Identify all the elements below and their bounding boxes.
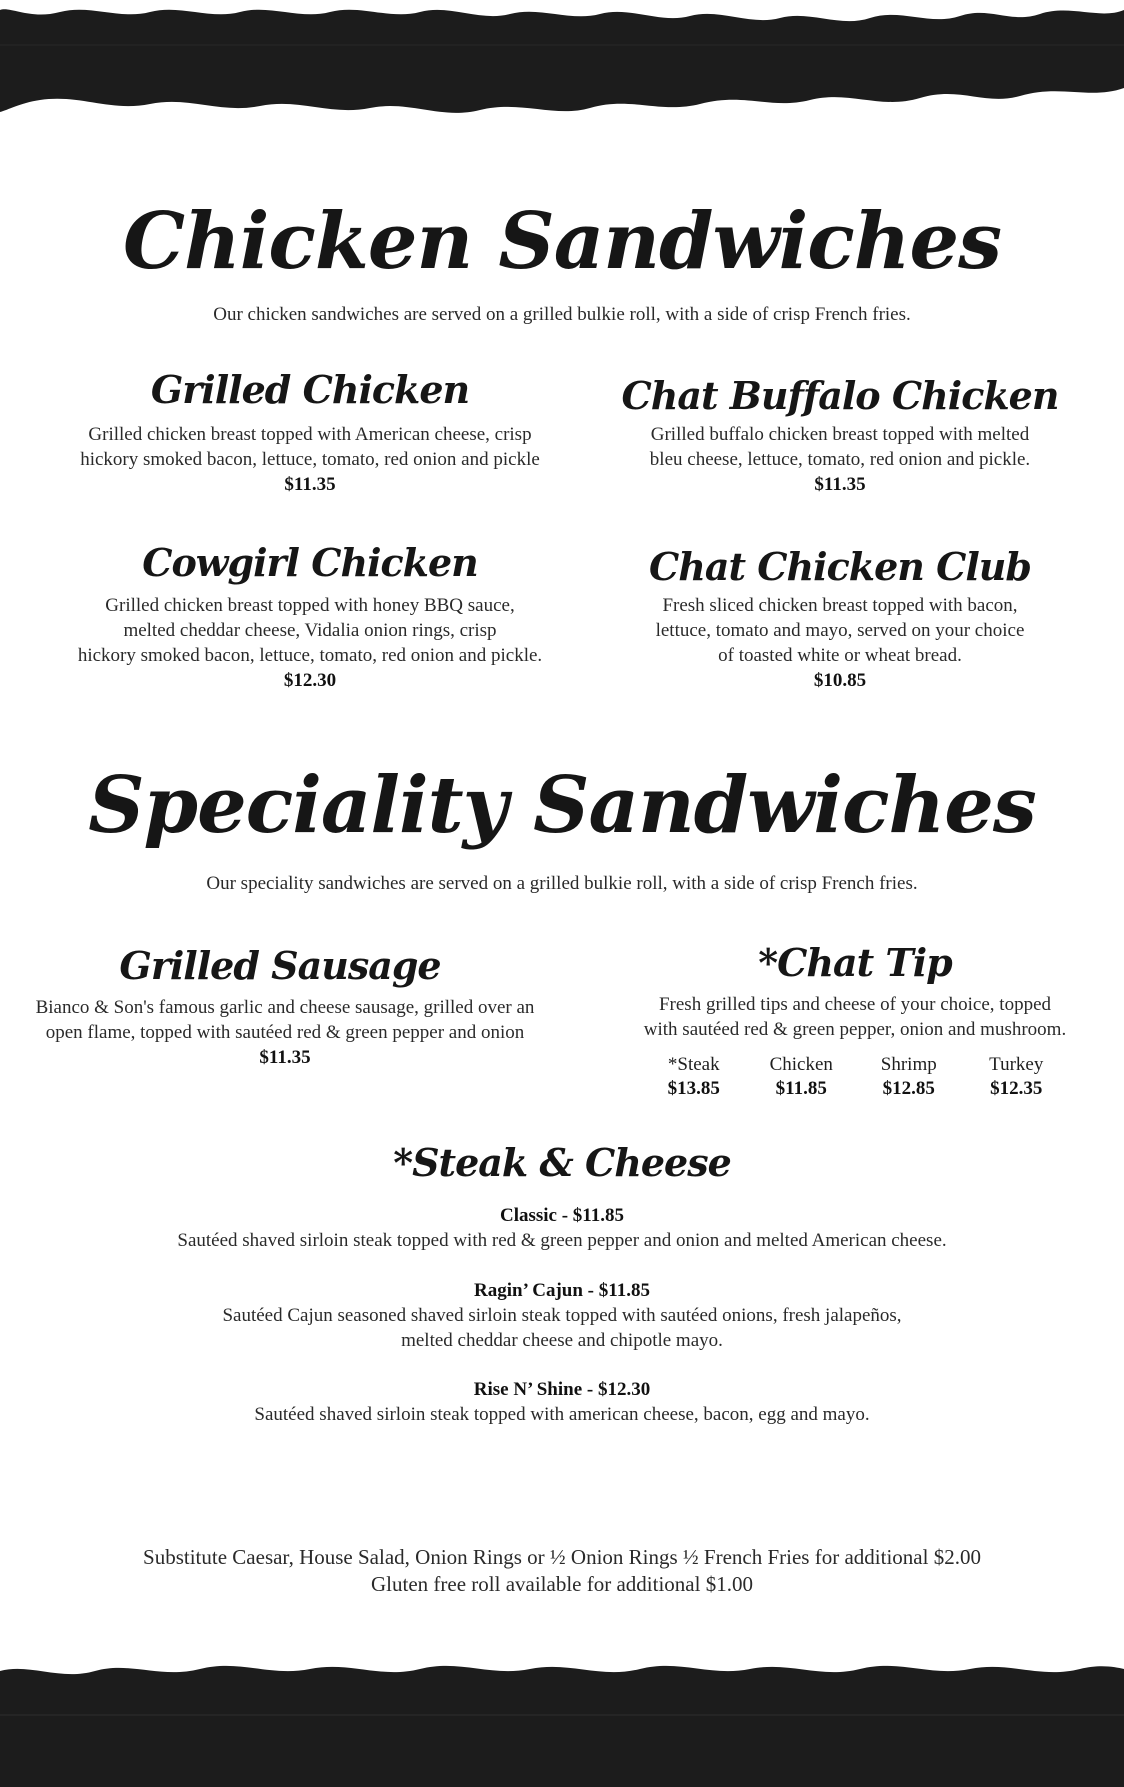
menu-item-chat-buffalo-chicken [580,422,1100,497]
substitution-note [0,1544,1124,1598]
item-name-chat-tip: *Chat Tip [758,940,952,985]
option-label: Shrimp [880,1054,937,1075]
item-price: $10.85 [813,670,867,691]
bottom-decorative-band [0,1655,1124,1787]
steak-item-description: Sautéed Cajun seasoned shaved sirloin steak topped with sautéed onions, fresh jalapeños, melted cheddar cheese and chipotle mayo. [222,1305,902,1351]
item-description: Grilled chicken breast topped with honey BBQ sauce, melted cheddar cheese, Vidalia onion rings, crisp hickory smoked bacon, lettuce, tomato, red onion and pickle. [77,595,543,666]
item-name-grilled-chicken: Grilled Chicken [150,367,470,412]
menu-item-chat-tip [600,992,1110,1042]
item-name-chat-buffalo-chicken: Chat Buffalo Chicken [621,373,1059,418]
option-price: $12.35 [990,1078,1043,1099]
price-option-chicken [751,1053,851,1101]
item-name-chat-chicken-club: Chat Chicken Club [649,544,1031,589]
speciality-section-title: Speciality Sandwiches [88,760,1036,851]
top-decorative-band [0,0,1124,130]
option-label: *Steak [667,1054,720,1075]
menu-item-cowgirl-chicken [20,593,600,693]
option-price: $12.85 [882,1078,935,1099]
item-price: $11.35 [259,1047,311,1068]
price-option-shrimp [859,1053,959,1101]
chicken-section-title: Chicken Sandwiches [122,196,1002,287]
item-price: $11.35 [284,474,336,495]
item-price: $11.35 [814,474,866,495]
price-option-steak [644,1053,744,1101]
substitution-line: Substitute Caesar, House Salad, Onion Rings or ½ Onion Rings ½ French Fries for additional $2.00 [143,1545,981,1569]
menu-item-grilled-sausage [0,995,570,1070]
price-option-turkey [966,1053,1066,1101]
gluten-free-line: Gluten free roll available for additional $1.00 [371,1572,753,1596]
speciality-section-intro: Our speciality sandwiches are served on a grilled bulkie roll, with a side of crisp French fries. [206,873,918,894]
item-name-grilled-sausage: Grilled Sausage [119,943,441,988]
steak-item-rise-n-shine [0,1377,1124,1427]
item-description: Grilled buffalo chicken breast topped with melted bleu cheese, lettuce, tomato, red onion and pickle. [649,424,1031,470]
steak-item-description: Sautéed shaved sirloin steak topped with american cheese, bacon, egg and mayo. [254,1404,870,1425]
item-description: Bianco & Son's famous garlic and cheese sausage, grilled over an open flame, topped with sautéed red & green pepper and onion [35,997,535,1043]
item-description: Fresh sliced chicken breast topped with bacon, lettuce, tomato and mayo, served on your choice of toasted white or wheat bread. [655,595,1025,666]
steak-item-name: Ragin’ Cajun - $11.85 [474,1280,650,1301]
steak-cheese-title: *Steak & Cheese [393,1140,731,1185]
chat-tip-price-options [640,1053,1070,1101]
chicken-section-intro: Our chicken sandwiches are served on a grilled bulkie roll, with a side of crisp French fries. [213,304,911,325]
option-price: $13.85 [667,1078,720,1099]
option-price: $11.85 [775,1078,827,1099]
steak-item-description: Sautéed shaved sirloin steak topped with red & green pepper and onion and melted American cheese. [177,1230,947,1251]
menu-item-chat-chicken-club [580,593,1100,693]
steak-item-ragin-cajun [0,1278,1124,1353]
item-price: $12.30 [283,670,337,691]
steak-item-classic [0,1203,1124,1253]
steak-item-name: Rise N’ Shine - $12.30 [473,1379,651,1400]
option-label: Turkey [989,1054,1044,1075]
menu-item-grilled-chicken [20,422,600,497]
item-description: Fresh grilled tips and cheese of your choice, topped with sautéed red & green pepper, onion and mushroom. [643,994,1067,1040]
option-label: Chicken [769,1054,833,1075]
item-description: Grilled chicken breast topped with American cheese, crisp hickory smoked bacon, lettuce, tomato, red onion and pickle [80,424,540,470]
steak-item-name: Classic - $11.85 [499,1205,625,1226]
item-name-cowgirl-chicken: Cowgirl Chicken [142,540,478,585]
